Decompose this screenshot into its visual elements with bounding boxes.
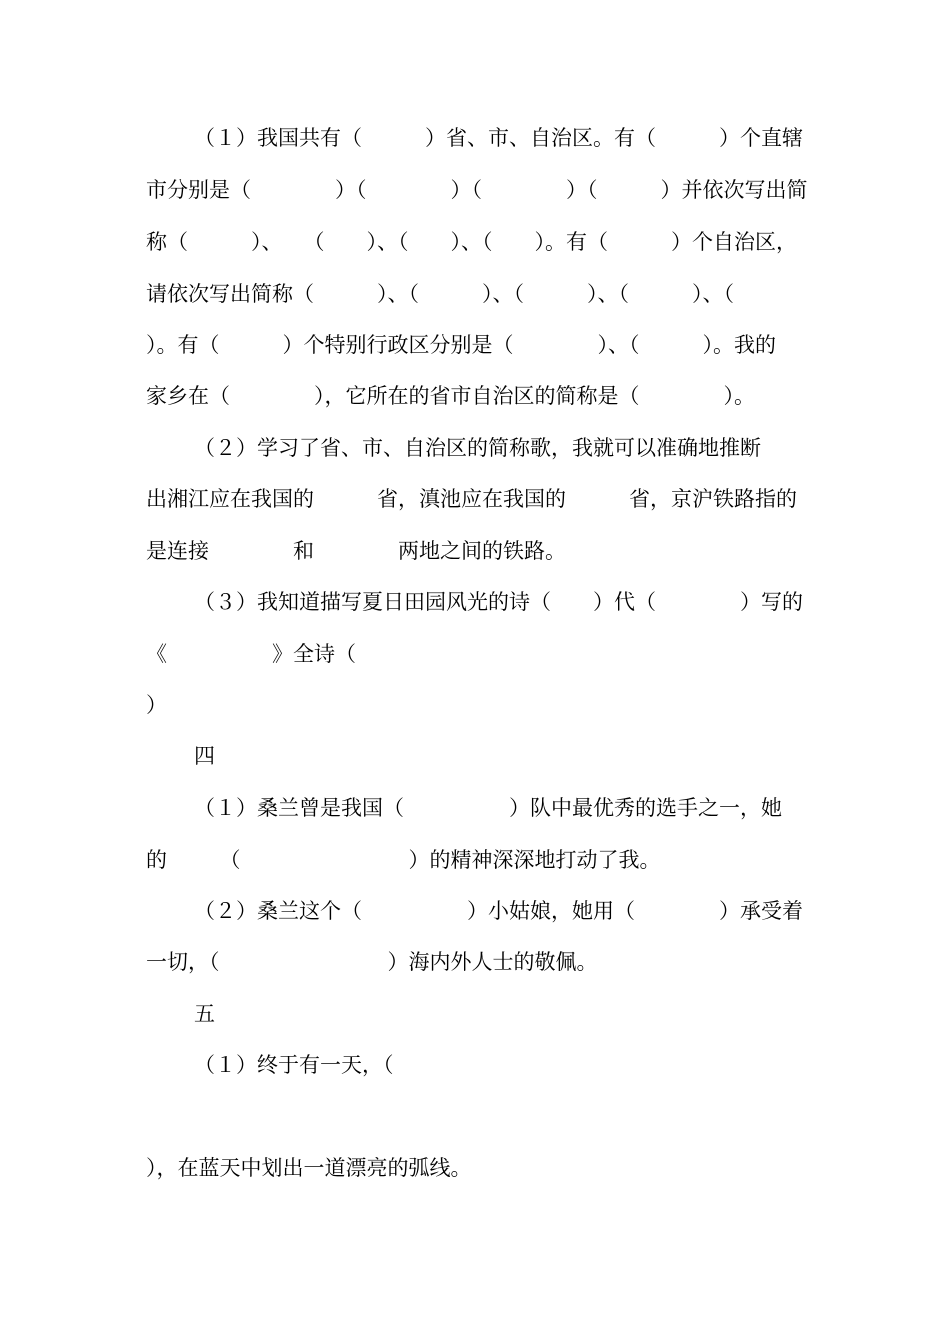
text-line: ）。有（ ）个特别行政区分别是（ ）、（ ）。我的 (146, 333, 776, 357)
text-line: ） (146, 693, 167, 717)
text-line: （２）桑兰这个（ ）小姑娘，她用（ ）承受着 (194, 899, 803, 923)
text-line: 《 》全诗（ (146, 642, 356, 666)
text-line: 是连接 和 两地之间的铁路。 (146, 539, 566, 563)
text-line: 的 （ ）的精神深深地打动了我。 (146, 848, 661, 872)
text-line: ），在蓝天中划出一道漂亮的弧线。 (146, 1156, 472, 1180)
section-heading: 四 (194, 744, 215, 768)
text-line: 称（ ）、 （ ）、（ ）、（ ）。有（ ）个自治区， (146, 230, 797, 254)
text-line: （１）我国共有（ ）省、市、自治区。有（ ）个直辖 (194, 126, 803, 150)
section-heading: 五 (194, 1002, 215, 1026)
text-line: （２）学习了省、市、自治区的简称歌，我就可以准确地推断 (194, 436, 761, 460)
text-line: 市分别是（ ）（ ）（ ）（ ）并依次写出简 (146, 178, 808, 202)
text-line: 一切，（ ）海内外人士的敬佩。 (146, 950, 598, 974)
text-line: 请依次写出简称（ ）、（ ）、（ ）、（ ）、（ (146, 282, 734, 306)
text-line: （１）桑兰曾是我国（ ）队中最优秀的选手之一，她 (194, 796, 782, 820)
text-line: 出湘江应在我国的 省，滇池应在我国的 省，京沪铁路指的 (146, 487, 797, 511)
text-line: （１）终于有一天，（ (194, 1053, 394, 1077)
text-line: 家乡在（ ），它所在的省市自治区的简称是（ ）。 (146, 384, 755, 408)
text-line: （３）我知道描写夏日田园风光的诗（ ）代（ ）写的 (194, 590, 803, 614)
